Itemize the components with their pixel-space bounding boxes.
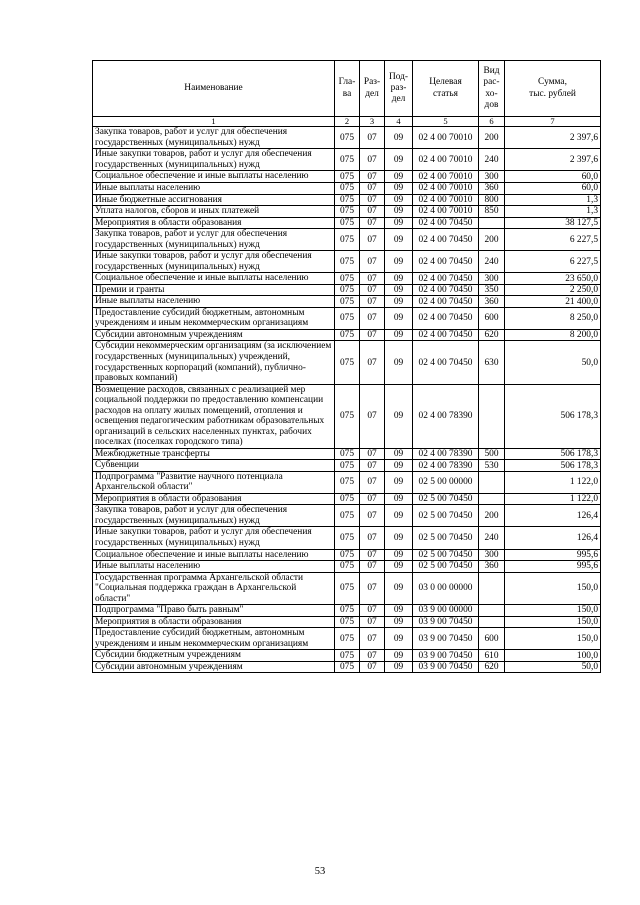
cell-amount: 995,6 [505,561,601,573]
cell-subsection: 09 [385,471,413,493]
cell-subsection: 09 [385,605,413,617]
cell-target: 02 4 00 70010 [413,171,479,183]
table-row [93,549,601,561]
cell-section: 07 [360,505,385,527]
cell-section: 07 [360,616,385,628]
cell-target: 02 4 00 78390 [413,448,479,460]
cell-expense-type: 300 [479,171,505,183]
cell-amount: 1 122,0 [505,471,601,493]
cell-amount: 995,6 [505,549,601,561]
cell-chapter: 075 [335,605,360,617]
cell-target: 02 4 00 70450 [413,329,479,341]
header-subsection: Под- раз- дел [385,61,413,117]
cell-expense-type [479,572,505,605]
cell-amount: 8 200,0 [505,329,601,341]
table-row [93,251,601,273]
cell-chapter: 075 [335,127,360,149]
cell-section: 07 [360,341,385,384]
table-row [93,527,601,549]
table-row [93,505,601,527]
cell-section: 07 [360,448,385,460]
cell-target: 02 4 00 70450 [413,296,479,308]
cell-target: 02 5 00 00000 [413,471,479,493]
table-row [93,628,601,650]
column-number: 1 [93,117,335,127]
cell-section: 07 [360,183,385,195]
cell-chapter: 075 [335,471,360,493]
cell-subsection: 09 [385,628,413,650]
cell-subsection: 09 [385,206,413,218]
header-expense-type: Вид рас- хо- дов [479,61,505,117]
cell-target: 02 4 00 70450 [413,251,479,273]
cell-section: 07 [360,229,385,251]
cell-name: Социальное обеспечение и иные выплаты населению [93,273,335,285]
column-number: 7 [505,117,601,127]
cell-name: Иные выплаты населению [93,296,335,308]
cell-target: 02 4 00 70010 [413,194,479,206]
cell-subsection: 09 [385,384,413,448]
cell-subsection: 09 [385,149,413,171]
cell-subsection: 09 [385,527,413,549]
cell-subsection: 09 [385,229,413,251]
cell-expense-type: 600 [479,307,505,329]
cell-chapter: 075 [335,384,360,448]
table-row [93,493,601,505]
cell-chapter: 075 [335,572,360,605]
cell-subsection: 09 [385,661,413,673]
cell-section: 07 [360,549,385,561]
cell-target: 02 5 00 70450 [413,561,479,573]
cell-expense-type: 240 [479,251,505,273]
cell-amount: 8 250,0 [505,307,601,329]
cell-amount: 21 400,0 [505,296,601,308]
cell-name: Закупка товаров, работ и услуг для обеспечения государственных (муниципальных) нужд [93,229,335,251]
table-row [93,194,601,206]
cell-section: 07 [360,149,385,171]
cell-name: Иные закупки товаров, работ и услуг для обеспечения государственных (муниципальных) нужд [93,251,335,273]
cell-subsection: 09 [385,505,413,527]
cell-name: Иные бюджетные ассигнования [93,194,335,206]
table-body [93,127,601,673]
cell-name: Государственная программа Архангельской области "Социальная поддержка граждан в Архангельской области" [93,572,335,605]
cell-target: 02 5 00 70450 [413,505,479,527]
cell-amount: 38 127,5 [505,217,601,229]
cell-expense-type: 800 [479,194,505,206]
cell-chapter: 075 [335,307,360,329]
cell-section: 07 [360,471,385,493]
cell-name: Субвенции [93,460,335,472]
cell-expense-type: 620 [479,661,505,673]
cell-section: 07 [360,296,385,308]
cell-subsection: 09 [385,296,413,308]
cell-target: 02 4 00 70010 [413,183,479,195]
cell-name: Субсидии автономным учреждениям [93,329,335,341]
cell-amount: 2 397,6 [505,149,601,171]
table-row [93,460,601,472]
cell-amount: 50,0 [505,661,601,673]
page-number: 53 [314,866,326,877]
table-row [93,296,601,308]
cell-chapter: 075 [335,194,360,206]
header-amount: Сумма, тыс. рублей [505,61,601,117]
cell-expense-type [479,217,505,229]
table-row [93,605,601,617]
cell-target: 02 4 00 70010 [413,206,479,218]
cell-amount: 1,3 [505,206,601,218]
cell-name: Социальное обеспечение и иные выплаты населению [93,171,335,183]
cell-section: 07 [360,661,385,673]
cell-chapter: 075 [335,616,360,628]
cell-amount: 506 178,3 [505,460,601,472]
cell-name: Подпрограмма "Развитие научного потенциала Архангельской области" [93,471,335,493]
cell-expense-type: 360 [479,561,505,573]
cell-expense-type [479,605,505,617]
cell-expense-type [479,616,505,628]
cell-chapter: 075 [335,448,360,460]
cell-expense-type: 360 [479,183,505,195]
table-row [93,217,601,229]
cell-chapter: 075 [335,183,360,195]
cell-target: 03 9 00 00000 [413,605,479,617]
cell-chapter: 075 [335,341,360,384]
table-row [93,661,601,673]
cell-name: Закупка товаров, работ и услуг для обеспечения государственных (муниципальных) нужд [93,505,335,527]
cell-expense-type: 850 [479,206,505,218]
cell-amount: 60,0 [505,183,601,195]
cell-chapter: 075 [335,628,360,650]
cell-chapter: 075 [335,329,360,341]
cell-chapter: 075 [335,561,360,573]
cell-chapter: 075 [335,527,360,549]
cell-expense-type: 630 [479,341,505,384]
cell-subsection: 09 [385,650,413,662]
cell-target: 02 4 00 78390 [413,384,479,448]
cell-target: 03 9 00 70450 [413,628,479,650]
table-row [93,183,601,195]
cell-name: Субсидии некоммерческим организациям (за исключением государственных (муниципальных) учреждений, государственных корпораций (компаний), публично-правовых компаний) [93,341,335,384]
cell-chapter: 075 [335,251,360,273]
table-row [93,561,601,573]
cell-expense-type: 300 [479,273,505,285]
table-row [93,229,601,251]
cell-section: 07 [360,384,385,448]
cell-chapter: 075 [335,493,360,505]
cell-subsection: 09 [385,329,413,341]
table-header-row [93,61,601,117]
cell-name: Мероприятия в области образования [93,616,335,628]
cell-name: Иные выплаты населению [93,561,335,573]
cell-expense-type: 300 [479,549,505,561]
cell-expense-type: 500 [479,448,505,460]
cell-target: 02 4 00 70450 [413,341,479,384]
cell-subsection: 09 [385,460,413,472]
cell-chapter: 075 [335,206,360,218]
cell-name: Иные закупки товаров, работ и услуг для обеспечения государственных (муниципальных) нужд [93,527,335,549]
cell-name: Мероприятия в области образования [93,217,335,229]
column-number: 3 [360,117,385,127]
cell-amount: 126,4 [505,505,601,527]
cell-chapter: 075 [335,149,360,171]
cell-name: Предоставление субсидий бюджетным, автономным учреждениям и иным некоммерческим организациям [93,307,335,329]
cell-subsection: 09 [385,448,413,460]
cell-amount: 126,4 [505,527,601,549]
cell-section: 07 [360,329,385,341]
cell-section: 07 [360,171,385,183]
cell-expense-type [479,471,505,493]
cell-amount: 6 227,5 [505,229,601,251]
cell-section: 07 [360,284,385,296]
table-row [93,149,601,171]
table-row [93,127,601,149]
cell-section: 07 [360,650,385,662]
cell-expense-type: 240 [479,149,505,171]
column-number: 6 [479,117,505,127]
cell-expense-type: 600 [479,628,505,650]
cell-section: 07 [360,194,385,206]
table-row [93,616,601,628]
cell-section: 07 [360,273,385,285]
cell-section: 07 [360,307,385,329]
cell-amount: 50,0 [505,341,601,384]
cell-section: 07 [360,527,385,549]
cell-amount: 6 227,5 [505,251,601,273]
cell-subsection: 09 [385,616,413,628]
cell-chapter: 075 [335,296,360,308]
table-row [93,171,601,183]
cell-section: 07 [360,605,385,617]
cell-amount: 23 650,0 [505,273,601,285]
cell-amount: 1 122,0 [505,493,601,505]
cell-chapter: 075 [335,273,360,285]
cell-name: Предоставление субсидий бюджетным, автономным учреждениям и иным некоммерческим организациям [93,628,335,650]
cell-subsection: 09 [385,251,413,273]
cell-target: 03 9 00 70450 [413,616,479,628]
cell-name: Мероприятия в области образования [93,493,335,505]
table-row [93,206,601,218]
column-number: 2 [335,117,360,127]
cell-amount: 60,0 [505,171,601,183]
table-row [93,572,601,605]
cell-subsection: 09 [385,561,413,573]
cell-amount: 150,0 [505,605,601,617]
cell-chapter: 075 [335,217,360,229]
cell-subsection: 09 [385,549,413,561]
cell-chapter: 075 [335,460,360,472]
cell-amount: 506 178,3 [505,448,601,460]
cell-amount: 1,3 [505,194,601,206]
cell-chapter: 075 [335,171,360,183]
cell-subsection: 09 [385,273,413,285]
table-row [93,471,601,493]
cell-name: Возмещение расходов, связанных с реализацией мер социальной поддержки по предоставлению компенсации расходов на оплату жилых помещений, отопления и освещения педагогическим работникам образовательных организаций в сельских населенных пунктах, рабочих поселках (поселках городского типа) [93,384,335,448]
cell-name: Закупка товаров, работ и услуг для обеспечения государственных (муниципальных) нужд [93,127,335,149]
cell-expense-type: 200 [479,505,505,527]
cell-amount: 2 250,0 [505,284,601,296]
cell-amount: 2 397,6 [505,127,601,149]
cell-chapter: 075 [335,650,360,662]
cell-target: 02 4 00 78390 [413,460,479,472]
cell-target: 03 9 00 70450 [413,650,479,662]
cell-section: 07 [360,572,385,605]
cell-target: 03 9 00 70450 [413,661,479,673]
cell-expense-type: 200 [479,127,505,149]
cell-section: 07 [360,493,385,505]
table-row [93,284,601,296]
header-chapter: Гла- ва [335,61,360,117]
cell-name: Иные закупки товаров, работ и услуг для обеспечения государственных (муниципальных) нужд [93,149,335,171]
cell-target: 02 4 00 70450 [413,284,479,296]
cell-section: 07 [360,206,385,218]
cell-expense-type: 360 [479,296,505,308]
cell-expense-type [479,384,505,448]
cell-subsection: 09 [385,307,413,329]
cell-name: Субсидии автономным учреждениям [93,661,335,673]
cell-target: 02 4 00 70010 [413,127,479,149]
cell-target: 02 4 00 70450 [413,217,479,229]
cell-expense-type: 200 [479,229,505,251]
cell-subsection: 09 [385,284,413,296]
table-row [93,448,601,460]
cell-target: 02 5 00 70450 [413,493,479,505]
cell-chapter: 075 [335,229,360,251]
cell-section: 07 [360,251,385,273]
cell-expense-type: 240 [479,527,505,549]
table-row [93,329,601,341]
cell-target: 02 5 00 70450 [413,527,479,549]
cell-subsection: 09 [385,341,413,384]
header-name: Наименование [93,61,335,117]
table-row [93,384,601,448]
cell-section: 07 [360,561,385,573]
header-target: Целевая статья [413,61,479,117]
cell-amount: 150,0 [505,572,601,605]
cell-name: Межбюджетные трансферты [93,448,335,460]
cell-subsection: 09 [385,572,413,605]
cell-subsection: 09 [385,217,413,229]
column-number-row [93,117,601,127]
cell-amount: 506 178,3 [505,384,601,448]
budget-table [92,60,601,673]
cell-target: 03 0 00 00000 [413,572,479,605]
cell-expense-type: 610 [479,650,505,662]
cell-chapter: 075 [335,549,360,561]
cell-amount: 100,0 [505,650,601,662]
cell-target: 02 4 00 70450 [413,229,479,251]
cell-chapter: 075 [335,661,360,673]
column-number: 4 [385,117,413,127]
header-section: Раз- дел [360,61,385,117]
table-row [93,341,601,384]
cell-section: 07 [360,217,385,229]
cell-target: 02 4 00 70010 [413,149,479,171]
cell-section: 07 [360,460,385,472]
cell-expense-type: 530 [479,460,505,472]
cell-subsection: 09 [385,127,413,149]
cell-name: Субсидии бюджетным учреждениям [93,650,335,662]
cell-name: Уплата налогов, сборов и иных платежей [93,206,335,218]
cell-expense-type: 350 [479,284,505,296]
column-number: 5 [413,117,479,127]
cell-section: 07 [360,628,385,650]
cell-amount: 150,0 [505,616,601,628]
cell-chapter: 075 [335,284,360,296]
table-row [93,273,601,285]
cell-expense-type [479,493,505,505]
cell-amount: 150,0 [505,628,601,650]
cell-target: 02 4 00 70450 [413,307,479,329]
cell-name: Подпрограмма "Право быть равным" [93,605,335,617]
cell-name: Премии и гранты [93,284,335,296]
cell-section: 07 [360,127,385,149]
cell-subsection: 09 [385,194,413,206]
table-row [93,650,601,662]
cell-name: Социальное обеспечение и иные выплаты населению [93,549,335,561]
cell-expense-type: 620 [479,329,505,341]
cell-chapter: 075 [335,505,360,527]
cell-subsection: 09 [385,183,413,195]
table-row [93,307,601,329]
cell-name: Иные выплаты населению [93,183,335,195]
cell-subsection: 09 [385,171,413,183]
cell-target: 02 5 00 70450 [413,549,479,561]
cell-subsection: 09 [385,493,413,505]
cell-target: 02 4 00 70450 [413,273,479,285]
